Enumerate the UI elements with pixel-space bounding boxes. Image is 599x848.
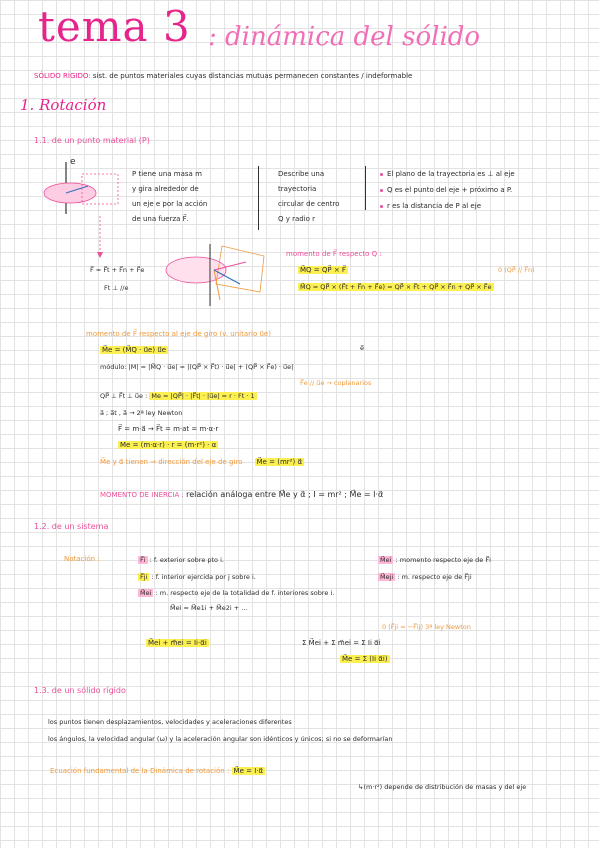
fundamental-equation xyxy=(50,767,265,776)
moment-eq-2: M⃗Q = QP⃗ × (F⃗t + F⃗n + F⃗e) = QP⃗ × F⃗t + QP⃗ × F⃗n + QP⃗ × F⃗e xyxy=(300,283,492,291)
axis-note: F⃗e // u⃗e → coplanarios xyxy=(300,379,372,387)
subsection-heading-solido-rigido: 1.3. de un sólido rígido xyxy=(34,686,126,695)
definition xyxy=(34,72,412,81)
desc-line-2: y gira alrededor de xyxy=(132,185,199,193)
traj-line-2: trayectoria xyxy=(278,185,317,193)
definition-text: sist. de puntos materiales cuyas distancias mutuas permanecen constantes / indeformable xyxy=(92,72,413,80)
traj-line-1: Describe una xyxy=(278,170,325,178)
subsection-heading-sistema: 1.2. de un sistema xyxy=(34,522,109,531)
perp-eq: QP⃗ ⊥ F⃗t ⊥ u⃗e : xyxy=(100,392,148,400)
inertia-line xyxy=(100,490,383,500)
fundamental-label: Ecuación fundamental de la Dinámica de rotación : xyxy=(50,767,230,775)
inertia-text: relación análoga entre M⃗e y α⃗ ; I = mr² ; M⃗e = I·α⃗ xyxy=(186,490,384,499)
sigma-eq: Σ M⃗ei + Σ m⃗ei = Σ Ii α⃗i xyxy=(302,639,381,647)
force-relation: Ft ⊥ //e xyxy=(104,284,129,292)
desc-line-4: de una fuerza F⃗. xyxy=(132,215,189,223)
notation-fi: F⃗i : f. exterior sobre pto i. xyxy=(140,556,224,564)
newton-line: a⃗ ; a⃗t , a⃗ → 2ª ley Newton xyxy=(100,409,183,417)
page-subtitle: : dinámica del sólido xyxy=(208,22,481,52)
axis-moment-title: momento de F⃗ respecto al eje de giro (v. unitario u⃗e) xyxy=(86,330,271,338)
axis-eq-1: M⃗e = (M⃗Q · u⃗e) u⃗e xyxy=(102,346,167,354)
notation-mei-right: M⃗ei : momento respecto eje de F⃗i xyxy=(380,556,491,564)
definition-label: SÓLIDO RÍGIDO: xyxy=(34,72,91,80)
fundamental-note: ↳(m·r²) depende de distribución de masas y del eje xyxy=(358,783,527,791)
axis-e-label: e⃗ xyxy=(360,344,364,352)
modulo-label: módulo: xyxy=(100,363,127,371)
perp-result: Me = |QP⃗| · |F⃗t| · |u⃗e| = r · Ft · 1 xyxy=(151,392,255,400)
notation-label: Notación : xyxy=(64,555,100,563)
force-sum: F⃗ = F⃗t + F⃗n + F⃗e xyxy=(90,266,145,274)
trajectory-bullets xyxy=(380,170,515,211)
rotation-diagram xyxy=(38,156,138,266)
perp-line xyxy=(100,392,257,400)
notation-meji: M⃗eji : m. respecto eje de F⃗ji xyxy=(380,573,472,581)
rigid-line-2: los ángulos, la velocidad angular (ω) y la aceleración angular son idénticos y únicos; si no se deformarían xyxy=(48,735,393,743)
traj-line-3: circular de centro xyxy=(278,200,340,208)
moment-title: momento de F⃗ respecto Q : xyxy=(286,250,382,258)
newton-eq-2: Me = (m·α·r) · r = (m·r²) · α xyxy=(120,441,217,449)
inertia-label: MOMENTO DE INERCIA : xyxy=(100,491,184,499)
axis-eq-2: |M| = |M⃗Q · u⃗e| = |(QP⃗ × F⃗t) · u⃗e| + (QP⃗ × F⃗e) · u⃗e| xyxy=(128,363,294,371)
page-title: tema 3 xyxy=(38,2,191,51)
notation-mei-sum: M⃗ei = M⃗e1i + M⃗e2i + ... xyxy=(170,604,248,612)
rigid-line-1: los puntos tienen desplazamientos, velocidades y aceleraciones diferentes xyxy=(48,718,292,726)
desc-line-1: P tiene una masa m xyxy=(132,170,202,178)
direction-line xyxy=(100,458,304,467)
section-heading-rotacion: 1. Rotación xyxy=(20,96,107,114)
notation-fji: F⃗ji : f. interior ejercida por j sobre i. xyxy=(140,573,256,581)
newton-eq-1: F⃗ = m·a⃗ → F⃗t = m·at = m·α·r xyxy=(118,425,219,433)
moment-eq-1: M⃗Q = QP⃗ × F⃗ xyxy=(300,266,346,274)
sigma-result: M⃗e = Σ (Ii α⃗i) xyxy=(342,655,388,663)
fundamental-eq: M⃗e = I·α⃗ xyxy=(233,767,264,775)
brace-divider xyxy=(258,166,259,230)
mass-description xyxy=(132,170,207,224)
modulo-line xyxy=(100,363,293,371)
direction-text: M⃗e y α⃗ tienen → dirección del eje de giro xyxy=(100,458,243,466)
direction-eq: M⃗e = (mr²) α⃗ xyxy=(256,458,303,466)
force-decomposition-diagram xyxy=(164,240,280,310)
subsection-heading-punto-material: 1.1. de un punto material (P) xyxy=(34,136,150,145)
bullet-item: El plano de la trayectoria es ⊥ al eje xyxy=(380,170,515,179)
sigma-note: 0 (F⃗ji = −F⃗ij) 3ª ley Newton xyxy=(382,623,471,631)
traj-line-4: Q y radio r xyxy=(278,215,316,223)
brace-divider-2 xyxy=(365,166,366,210)
trajectory-description xyxy=(278,170,339,224)
notation-mei: M⃗ei : m. respecto eje de la totalidad de f. interiores sobre i. xyxy=(140,589,335,597)
bullet-item: r es la distancia de P al eje xyxy=(380,202,515,211)
moment-note: 0 (QP⃗ // F⃗n) xyxy=(498,266,535,274)
diagram-axis-label: e xyxy=(70,157,76,167)
system-sum-eq: M⃗ei + m⃗ei = Ii·α⃗i xyxy=(148,639,207,647)
bullet-item: Q es el punto del eje + próximo a P. xyxy=(380,186,515,195)
desc-line-3: un eje e por la acción xyxy=(132,200,208,208)
